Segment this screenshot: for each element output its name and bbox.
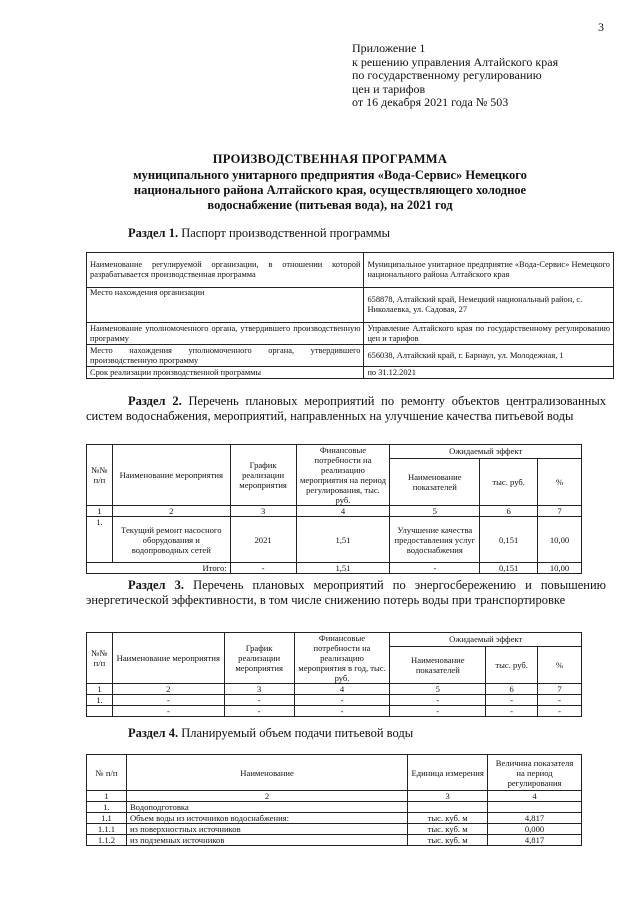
table-row [87,695,582,706]
column-number: 4 [296,506,390,517]
table-cell: 656038, Алтайский край, г. Барнаул, ул. Молодежная, 1 [364,345,614,367]
table-cell: Текущий ремонт насосного оборудования и водопроводных сетей [112,517,230,563]
table-row [87,345,614,367]
section3-label: Раздел 3. [128,578,185,592]
table-cell: Улучшение качества предоставления услуг водоснабжения [390,517,480,563]
section1-text: Паспорт производственной программы [178,226,390,240]
header-effect-name: Наименование показателей [390,458,480,505]
table-cell: Наименование регулируемой организации, в отношении которой разрабатывается производственная программа [87,253,364,288]
column-number: 6 [486,684,538,695]
table-cell: - [112,706,224,717]
table-cell: по 31.12.2021 [364,367,614,379]
table-header-row [87,633,582,647]
header-effect: Ожидаемый эффект [390,445,582,459]
table-row [87,824,582,835]
header-name: Наименование [126,755,407,791]
table-cell: тыс. куб. м [408,813,488,824]
table-cell: Место нахождения организации [87,288,364,323]
column-number: 3 [408,791,488,802]
table-cell: Управление Алтайского края по государственному регулированию цен и тарифов [364,323,614,345]
table-header-row [87,445,582,459]
table-cell: - [390,563,480,574]
table-cell: 658878, Алтайский край, Немецкий национальный район, с. Николаевка, ул. Садовая, 27 [364,288,614,323]
water-supply-table [86,754,582,846]
table-cell: тыс. куб. м [408,824,488,835]
repair-measures-table [86,444,582,574]
table-cell: - [486,706,538,717]
table-cell: Срок реализации производственной программы [87,367,364,379]
total-label: Итого: [87,563,231,574]
column-numbers-row [87,506,582,517]
table-row [87,517,582,563]
appendix-line: от 16 декабря 2021 года № 503 [352,95,509,109]
header-effect: Ожидаемый эффект [390,633,582,647]
table-cell: - [390,695,486,706]
table-cell: 1.1.1 [87,824,127,835]
table-cell: 0,000 [488,824,582,835]
document-title [60,152,600,213]
column-number: 2 [112,684,224,695]
section3-text: Перечень плановых мероприятий по энергосбережению и повышению энергетической эффективности, в том числе снижению потерь воды при транспортировке [86,578,606,607]
header-value: Величина показателя на период регулирования [488,755,582,791]
table-cell: 1.1.2 [87,835,127,846]
table-cell [408,802,488,813]
table-row [87,802,582,813]
section4-heading [128,726,413,741]
header-name: Наименование мероприятия [112,633,224,684]
table-cell: тыс. куб. м [408,835,488,846]
table-cell: - [390,706,486,717]
header-effect-sum: тыс. руб. [486,646,538,683]
header-effect-pct: % [538,458,582,505]
table-row [87,706,582,717]
table-cell: 10,00 [538,517,582,563]
header-finance: Финансовые потребности на реализацию мероприятия на период регулирования, тыс. руб. [296,445,390,506]
appendix-block [352,42,612,110]
table-cell [87,706,113,717]
header-name: Наименование мероприятия [112,445,230,506]
table-header-row [87,755,582,791]
table-cell: 10,00 [538,563,582,574]
appendix-line: цен и тарифов [352,81,426,96]
section4-text: Планируемый объем подачи питьевой воды [178,726,414,740]
energy-measures-table [86,632,582,717]
table-row [87,813,582,824]
table-cell: 1. [87,517,113,563]
table-cell: из подземных источников [126,835,407,846]
table-cell: - [486,695,538,706]
appendix-line: Приложение 1 [352,41,426,55]
header-num: №№ п/п [87,633,113,684]
appendix-line: по государственному регулированию [352,68,542,82]
table-cell: - [538,695,582,706]
column-number: 6 [480,506,538,517]
section4-label: Раздел 4. [128,726,179,740]
column-number: 4 [294,684,390,695]
column-number: 3 [230,506,296,517]
appendix-line: к решению управления Алтайского края [352,54,559,69]
title-line: водоснабжение (питьевая вода), на 2021 год [207,198,453,212]
table-cell: 1.1 [87,813,127,824]
table-row [87,367,614,379]
title-line: ПРОИЗВОДСТВЕННАЯ ПРОГРАММА [212,152,448,166]
table-cell: 4,817 [488,813,582,824]
table-cell: 1,51 [296,517,390,563]
total-row [87,563,582,574]
header-num: №№ п/п [87,445,113,506]
column-number: 2 [126,791,407,802]
header-schedule: График реализации мероприятия [230,445,296,506]
section2-label: Раздел 2. [128,394,182,408]
header-unit: Единица измерения [408,755,488,791]
table-cell: 0,151 [480,563,538,574]
table-row [87,253,614,288]
table-cell: 1. [87,802,127,813]
table-cell [488,802,582,813]
table-row [87,323,614,345]
table-cell: - [224,706,294,717]
table-cell: 2021 [230,517,296,563]
table-cell: Место нахождения уполномоченного органа, утвердившего производственную программу [87,345,364,367]
table-cell: Наименование уполномоченного органа, утвердившего производственную программу [87,323,364,345]
header-schedule: График реализации мероприятия [224,633,294,684]
section1-heading [128,226,390,241]
table-cell: - [294,695,390,706]
column-number: 5 [390,684,486,695]
table-row [87,288,614,323]
table-cell: Муниципальное унитарное предприятие «Вода-Сервис» Немецкого национального района Алтайского края [364,253,614,288]
table-cell: из поверхностных источников [126,824,407,835]
table-cell: 1. [87,695,113,706]
column-numbers-row [87,684,582,695]
page-number: 3 [598,20,604,34]
column-numbers-row [87,791,582,802]
table-cell: Объем воды из источников водоснабжения: [126,813,407,824]
section2-text: Перечень плановых мероприятий по ремонту объектов централизованных систем водоснабжения, мероприятий, направленных на улучшение качества питьевой воды [86,394,606,423]
table-cell: Водоподготовка [126,802,407,813]
passport-table [86,252,614,379]
column-number: 1 [87,684,113,695]
table-cell: - [224,695,294,706]
table-cell: - [538,706,582,717]
header-effect-name: Наименование показателей [390,646,486,683]
table-cell: 4,817 [488,835,582,846]
header-effect-sum: тыс. руб. [480,458,538,505]
title-line: национального района Алтайского края, осуществляющего холодное [133,183,527,197]
header-finance: Финансовые потребности на реализацию мероприятия в год, тыс. руб. [294,633,390,684]
table-cell: 1,51 [296,563,390,574]
column-number: 7 [538,506,582,517]
column-number: 3 [224,684,294,695]
section1-label: Раздел 1. [128,226,179,240]
column-number: 4 [488,791,582,802]
table-cell: 0,151 [480,517,538,563]
header-num: № п/п [87,755,127,791]
section2-heading [86,394,606,423]
column-number: 2 [112,506,230,517]
column-number: 1 [87,791,127,802]
column-number: 7 [538,684,582,695]
table-cell: - [294,706,390,717]
header-effect-pct: % [538,646,582,683]
section3-heading [86,578,606,607]
column-number: 1 [87,506,113,517]
title-line: муниципального унитарного предприятия «Вода-Сервис» Немецкого [133,168,527,182]
table-cell: - [230,563,296,574]
column-number: 5 [390,506,480,517]
table-cell: - [112,695,224,706]
table-row [87,835,582,846]
